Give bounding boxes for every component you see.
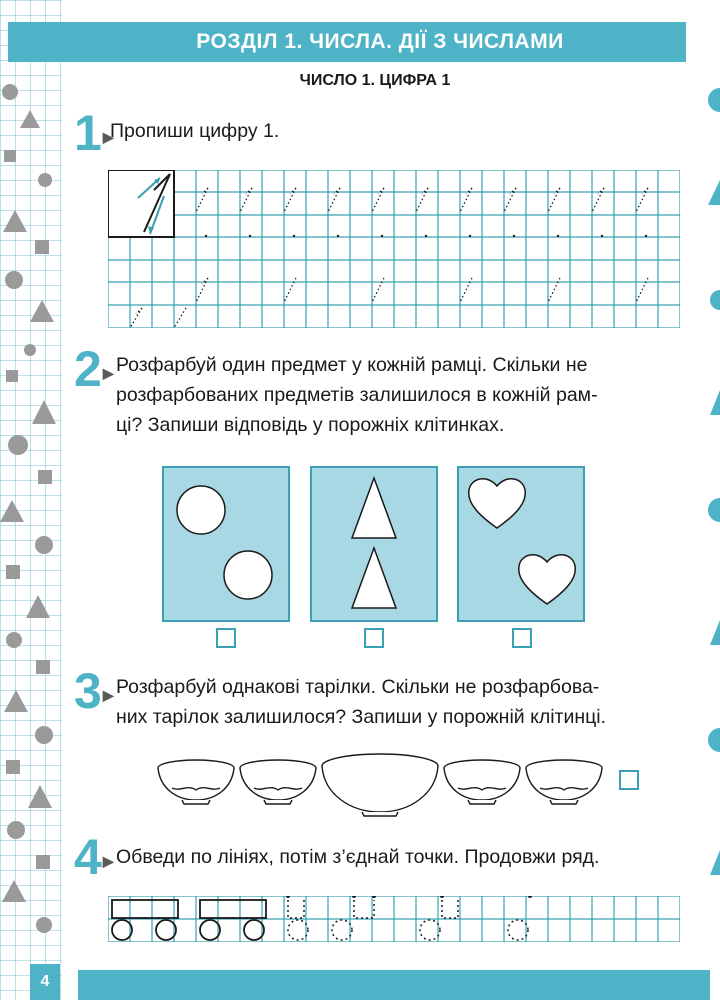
- answer-box-plates[interactable]: [619, 770, 639, 790]
- task-3-text: Розфарбуй однакові тарілки. Скільки не розфарбова- них тарілок залишилося? Запиши у порожній клітинці.: [116, 676, 607, 728]
- trace-pattern-grid[interactable]: [108, 896, 680, 942]
- page-number: 4: [30, 964, 60, 1000]
- task-number-2: 2▶: [74, 341, 114, 397]
- task-number-4: 4▶: [74, 829, 114, 885]
- task-arrow-icon: ▶: [102, 128, 114, 145]
- plates-row: [150, 748, 610, 818]
- frame-circles: [162, 466, 290, 622]
- plate-small-5: [526, 760, 602, 804]
- decorative-right-strip: [702, 60, 720, 960]
- plate-small-2: [240, 760, 316, 804]
- decorative-left-strip: [0, 0, 62, 1000]
- footer-band: [78, 970, 710, 1000]
- answer-box-circles[interactable]: [216, 628, 236, 648]
- plate-small-1: [158, 760, 234, 804]
- header-corner-decor: [0, 0, 80, 70]
- answer-box-hearts[interactable]: [512, 628, 532, 648]
- section-title: РОЗДІЛ 1. ЧИСЛА. ДІЇ З ЧИСЛАМИ: [74, 22, 686, 62]
- task-number-3: 3▶: [74, 663, 114, 719]
- lesson-title: ЧИСЛО 1. ЦИФРА 1: [299, 72, 451, 89]
- plate-large: [322, 754, 438, 816]
- plate-small-4: [444, 760, 520, 804]
- frame-hearts: [457, 466, 585, 622]
- circle-icon: [224, 551, 272, 599]
- task-1-text: Пропиши цифру 1.: [110, 120, 280, 142]
- task-4-text: Обведи по лініях, потім з’єднай точки. Продовжи ряд.: [116, 846, 600, 868]
- handwriting-grid[interactable]: [108, 170, 680, 328]
- task-2-text: Розфарбуй один предмет у кожній рамці. Скільки не розфарбованих предметів залишилося в кожній рам- ці? Запиши відповідь у порожніх клітинках.: [116, 354, 598, 436]
- task-arrow-icon: ▶: [102, 686, 114, 703]
- task-number-1: 1▶: [74, 105, 114, 161]
- frame-triangles: [310, 466, 438, 622]
- task-arrow-icon: ▶: [102, 852, 114, 869]
- task-arrow-icon: ▶: [102, 364, 114, 381]
- answer-box-triangles[interactable]: [364, 628, 384, 648]
- circle-icon: [177, 486, 225, 534]
